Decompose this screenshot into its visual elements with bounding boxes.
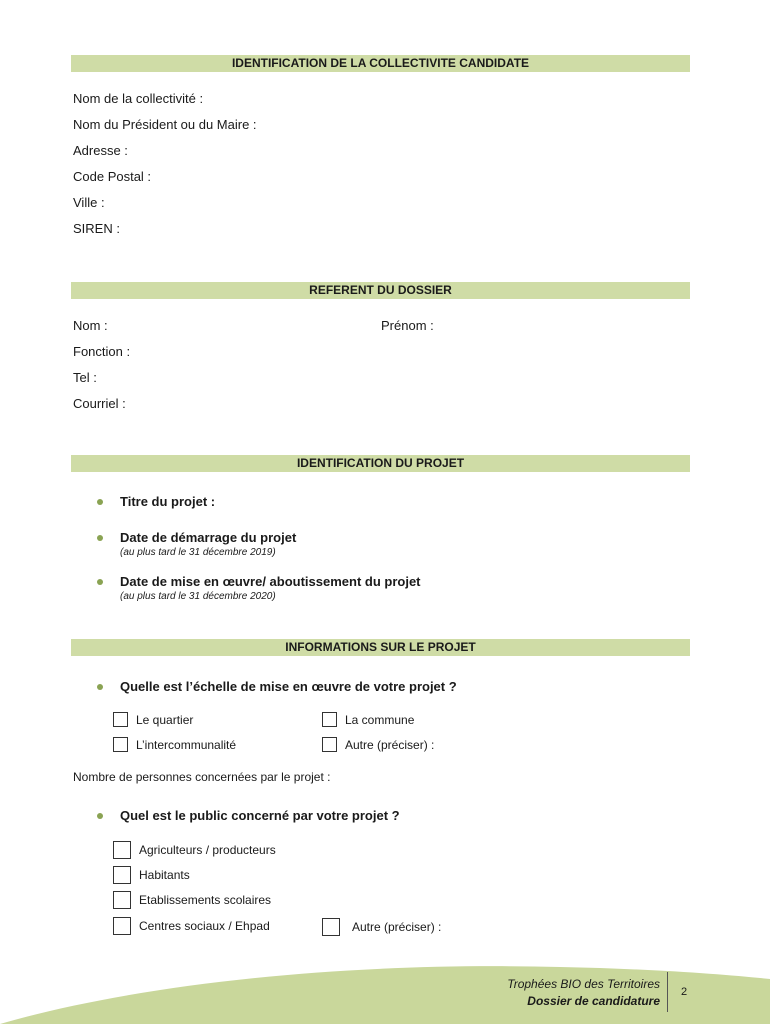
option-label: Autre (préciser) : [352, 920, 442, 934]
bullet-icon [97, 579, 103, 585]
field-courriel: Courriel : [73, 396, 126, 411]
field-nom-collectivite: Nom de la collectivité : [73, 91, 204, 106]
question-label: Quelle est l’échelle de mise en œuvre de votre projet ? [120, 679, 457, 694]
footer-program-title: Trophées BIO des Territoires [507, 977, 660, 991]
option-label: La commune [345, 712, 415, 727]
option-label: Autre (préciser) : [345, 737, 435, 752]
option-label: L’intercommunalité [136, 737, 237, 752]
bullet-icon [97, 684, 103, 690]
bullet-label: Date de démarrage du projet [120, 530, 297, 545]
field-ville: Ville : [73, 195, 105, 210]
option-autre-echelle[interactable] [322, 737, 434, 752]
option-autre-public[interactable] [322, 918, 441, 936]
option-quartier[interactable] [113, 712, 193, 727]
option-habitants[interactable] [113, 866, 190, 884]
section-header-informations: INFORMATIONS SUR LE PROJET [71, 639, 690, 656]
field-tel: Tel : [73, 370, 97, 385]
option-label: Habitants [139, 868, 190, 882]
field-adresse: Adresse : [73, 143, 128, 158]
option-intercommunalite[interactable] [113, 737, 236, 752]
checkbox[interactable] [113, 891, 131, 909]
field-fonction: Fonction : [73, 344, 131, 359]
option-label: Centres sociaux / Ehpad [139, 919, 270, 933]
section-header-projet: IDENTIFICATION DU PROJET [71, 455, 690, 472]
option-label: Etablissements scolaires [139, 893, 272, 907]
field-prenom: Prénom : [381, 318, 434, 333]
checkbox[interactable] [113, 917, 131, 935]
checkbox[interactable] [322, 737, 337, 752]
option-centres-sociaux[interactable] [113, 917, 270, 935]
question-label: Quel est le public concerné par votre projet ? [120, 808, 400, 823]
section-header-referent: REFERENT DU DOSSIER [71, 282, 690, 299]
note-date-demarrage: (au plus tard le 31 décembre 2019) [120, 547, 276, 558]
bullet-label: Titre du projet : [120, 494, 216, 509]
checkbox[interactable] [113, 712, 128, 727]
bullet-icon [97, 813, 103, 819]
checkbox[interactable] [113, 841, 131, 859]
field-siren: SIREN : [73, 221, 120, 236]
option-commune[interactable] [322, 712, 414, 727]
checkbox[interactable] [113, 866, 131, 884]
checkbox[interactable] [322, 918, 340, 936]
option-etablissements[interactable] [113, 891, 271, 909]
field-nombre-personnes: Nombre de personnes concernées par le projet : [73, 770, 331, 784]
checkbox[interactable] [113, 737, 128, 752]
footer-divider [667, 972, 668, 1012]
field-nom-president: Nom du Président ou du Maire : [73, 117, 257, 132]
footer-document-title: Dossier de candidature [527, 994, 660, 1008]
option-label: Le quartier [136, 712, 194, 727]
page-number: 2 [681, 986, 688, 998]
bullet-label: Date de mise en œuvre/ aboutissement du projet [120, 574, 421, 589]
bullet-icon [97, 535, 103, 541]
option-label: Agriculteurs / producteurs [139, 843, 276, 857]
option-agriculteurs[interactable] [113, 841, 276, 859]
field-nom: Nom : [73, 318, 108, 333]
bullet-icon [97, 499, 103, 505]
field-code-postal: Code Postal : [73, 169, 152, 184]
checkbox[interactable] [322, 712, 337, 727]
section-header-collectivite: IDENTIFICATION DE LA COLLECTIVITE CANDIDATE [71, 55, 690, 72]
note-date-aboutissement: (au plus tard le 31 décembre 2020) [120, 591, 276, 602]
